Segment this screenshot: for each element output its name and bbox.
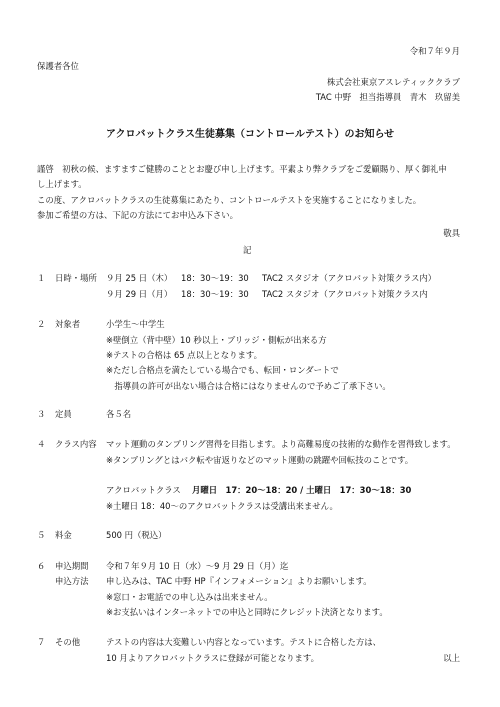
- section-4-label: クラス内容: [55, 439, 97, 449]
- capacity-value: 各５名: [106, 409, 132, 419]
- section-4-number: ４: [37, 439, 46, 449]
- application-note: ※お支払いはインターネットでの申込と同時にクレジット決済となります。: [106, 607, 388, 617]
- application-period: 令和７年９月 10 日（水）～9 月 29 日（月）迄: [106, 561, 289, 571]
- section-6-number: ６: [37, 561, 46, 571]
- schedule-date: ９月 29 日（月）: [106, 289, 173, 299]
- application-method: 申し込みは、TAC 中野 HP『インフォメーション』よりお願いします。: [106, 576, 372, 586]
- saturday-note: ※土曜日 18：40～のアクロバットクラスは受講出来ません。: [106, 501, 338, 511]
- other-line: テストの内容は大変難しい内容となっています。テストに合格した方は、: [106, 637, 382, 647]
- section-7-number: ７: [37, 637, 46, 647]
- schedule-date: ９月 25 日（木）: [106, 273, 173, 283]
- target-line: ※ただし合格点を満たしている場合でも、転回・ロンダートで: [106, 365, 339, 375]
- target-line: 小学生～中学生: [106, 319, 165, 329]
- ki-mark: 記: [243, 245, 252, 255]
- section-2-label: 対象者: [55, 319, 81, 329]
- target-line: 指導員の許可が出ない場合は合格にはなりませんので予めご了承下さい。: [106, 381, 391, 391]
- section-1-label: 日時・場所: [55, 273, 97, 283]
- intro-line-3: この度、アクロバットクラスの生徒募集にあたり、コントロールテストを実施することになりました。: [37, 195, 422, 205]
- application-note: ※窓口・お電話での申し込みは出来ません。: [106, 592, 273, 602]
- section-7-label: その他: [55, 637, 81, 647]
- company-name: 株式会社東京アスレティッククラブ: [327, 77, 460, 87]
- document-date: 令和７年９月: [409, 46, 460, 56]
- schedule-time: 18：30～19：30: [181, 273, 249, 283]
- schedule-place: TAC2 スタジオ（アクロバット対策クラス内: [262, 289, 428, 299]
- section-6-label-method: 申込方法: [55, 576, 89, 586]
- intro-line-4: 参加ご希望の方は、下記の方法にてお申込み下さい。: [37, 210, 238, 220]
- section-3-label: 定員: [55, 409, 72, 419]
- closing-keigu: 敬具: [443, 228, 460, 238]
- target-line: ※テストの合格は 65 点以上となります。: [106, 350, 262, 360]
- sender-line: TAC 中野 担当指導員 青木 玖留美: [315, 92, 460, 102]
- schedule-class-label: アクロバットクラス: [106, 485, 181, 495]
- section-1-number: １: [37, 273, 46, 283]
- intro-line-1: 謹啓 初秋の候、ますますご健勝のこととお慶び申し上げます。平素より弊クラブをご愛顧賜り、厚く御礼申: [37, 164, 447, 174]
- schedule-place: TAC2 スタジオ（アクロバット対策クラス内）: [262, 273, 437, 283]
- schedule-time: 18：30～19：30: [181, 289, 249, 299]
- other-line: 10 月よりアクロバットクラスに登録が可能となります。: [106, 653, 319, 663]
- page-title: アクロバットクラス生徒募集（コントロールテスト）のお知らせ: [105, 129, 395, 140]
- target-line: ※壁倒立（背中壁）10 秒以上・ブリッジ・側転が出来る方: [106, 335, 327, 345]
- class-content-line: マット運動のタンブリング習得を目指します。より高難易度の技術的な動作を習得致します。: [106, 439, 456, 449]
- intro-line-2: し上げます。: [37, 179, 87, 189]
- fee-value: 500 円（税込）: [106, 530, 167, 540]
- section-5-label: 料金: [55, 530, 72, 540]
- section-6-label-period: 申込期間: [55, 561, 89, 571]
- recipient-line: 保護者各位: [37, 61, 79, 71]
- class-content-line: ※タンブリングとはバク転や宙返りなどのマット運動の跳躍や回転技のことです。: [106, 455, 414, 465]
- section-2-number: ２: [37, 319, 46, 329]
- section-3-number: ３: [37, 409, 46, 419]
- section-5-number: ５: [37, 530, 46, 540]
- end-mark: 以上: [443, 653, 460, 663]
- schedule-class-value: 月曜日 17：20～18：20 / 土曜日 17：30～18：30: [192, 485, 412, 495]
